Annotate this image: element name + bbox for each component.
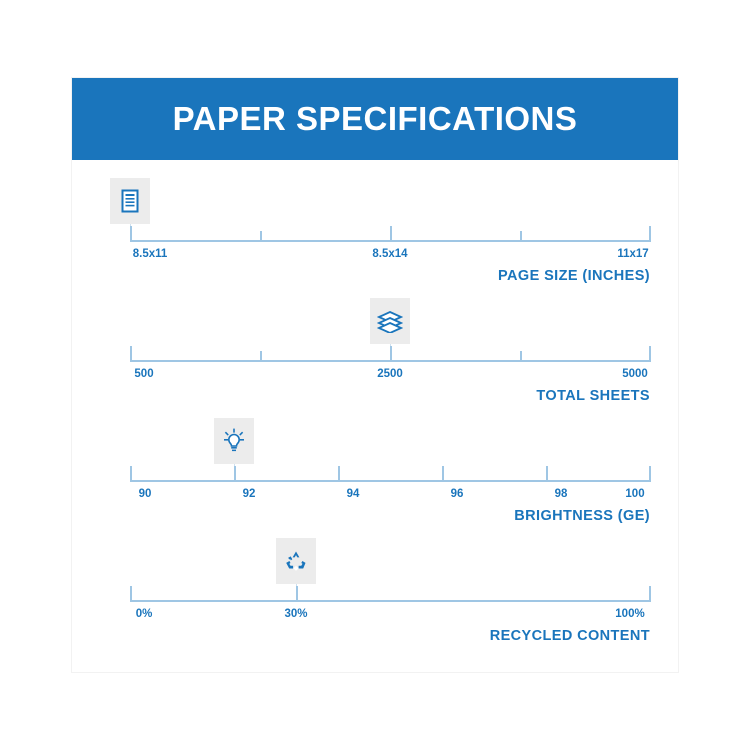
document-icon-box [110,178,150,224]
axis-tick [649,226,651,242]
axis-line [130,360,650,362]
axis-tick-label: 94 [346,488,360,500]
paper-stack-icon-box [370,298,410,344]
paper-specifications-card [72,78,678,672]
axis-tick [338,466,340,482]
axis-tick-label: 100% [615,608,645,620]
axis-tick [130,346,132,362]
axis-tick [520,351,522,362]
axis-tick [234,466,236,482]
axis-tick-label: 0% [135,608,153,620]
axis-tick-label: 2500 [377,368,403,380]
axis-tick [130,226,132,242]
document-icon [119,188,141,214]
axis-tick [390,226,392,242]
axis-line [130,240,650,242]
axis-tick-label: 5000 [622,368,648,380]
axis-tick-label: 90 [138,488,152,500]
axis-tick [649,586,651,602]
axis-tick [442,466,444,482]
axis-tick [296,586,298,602]
page-title: PAPER SPECIFICATIONS [172,100,578,137]
axis-tick-label: 11x17 [617,248,649,260]
axis-tick [260,231,262,242]
axis-tick [260,351,262,362]
axis-tick [130,586,132,602]
recycle-icon-box [276,538,316,584]
axis-tick-label: 500 [134,368,154,380]
recycle-icon [283,548,309,574]
axis-tick [390,346,392,362]
lightbulb-icon-box [214,418,254,464]
axis-tick [520,231,522,242]
axis-tick-label: 98 [554,488,568,500]
axis-tick-label: 8.5x14 [372,248,408,260]
paper-stack-icon [377,309,403,333]
axis-tick-label: 8.5x11 [132,248,168,260]
axis-tick [649,346,651,362]
axis-line [130,600,650,602]
axis-tick [546,466,548,482]
spec-label-recycled-content: RECYCLED CONTENT [489,628,650,644]
spec-label-brightness: BRIGHTNESS (GE) [514,508,650,524]
specs-body [72,160,678,672]
lightbulb-icon [222,428,246,454]
spec-label-total-sheets: TOTAL SHEETS [536,388,650,404]
axis-tick-label: 92 [242,488,256,500]
axis-tick-label: 100 [625,488,645,500]
axis-tick-label: 30% [284,608,308,620]
spec-label-page-size: PAGE SIZE (INCHES) [498,268,650,284]
axis-line [130,480,650,482]
card-header [72,78,678,160]
axis-tick [649,466,651,482]
axis-tick-label: 96 [450,488,464,500]
axis-tick [130,466,132,482]
